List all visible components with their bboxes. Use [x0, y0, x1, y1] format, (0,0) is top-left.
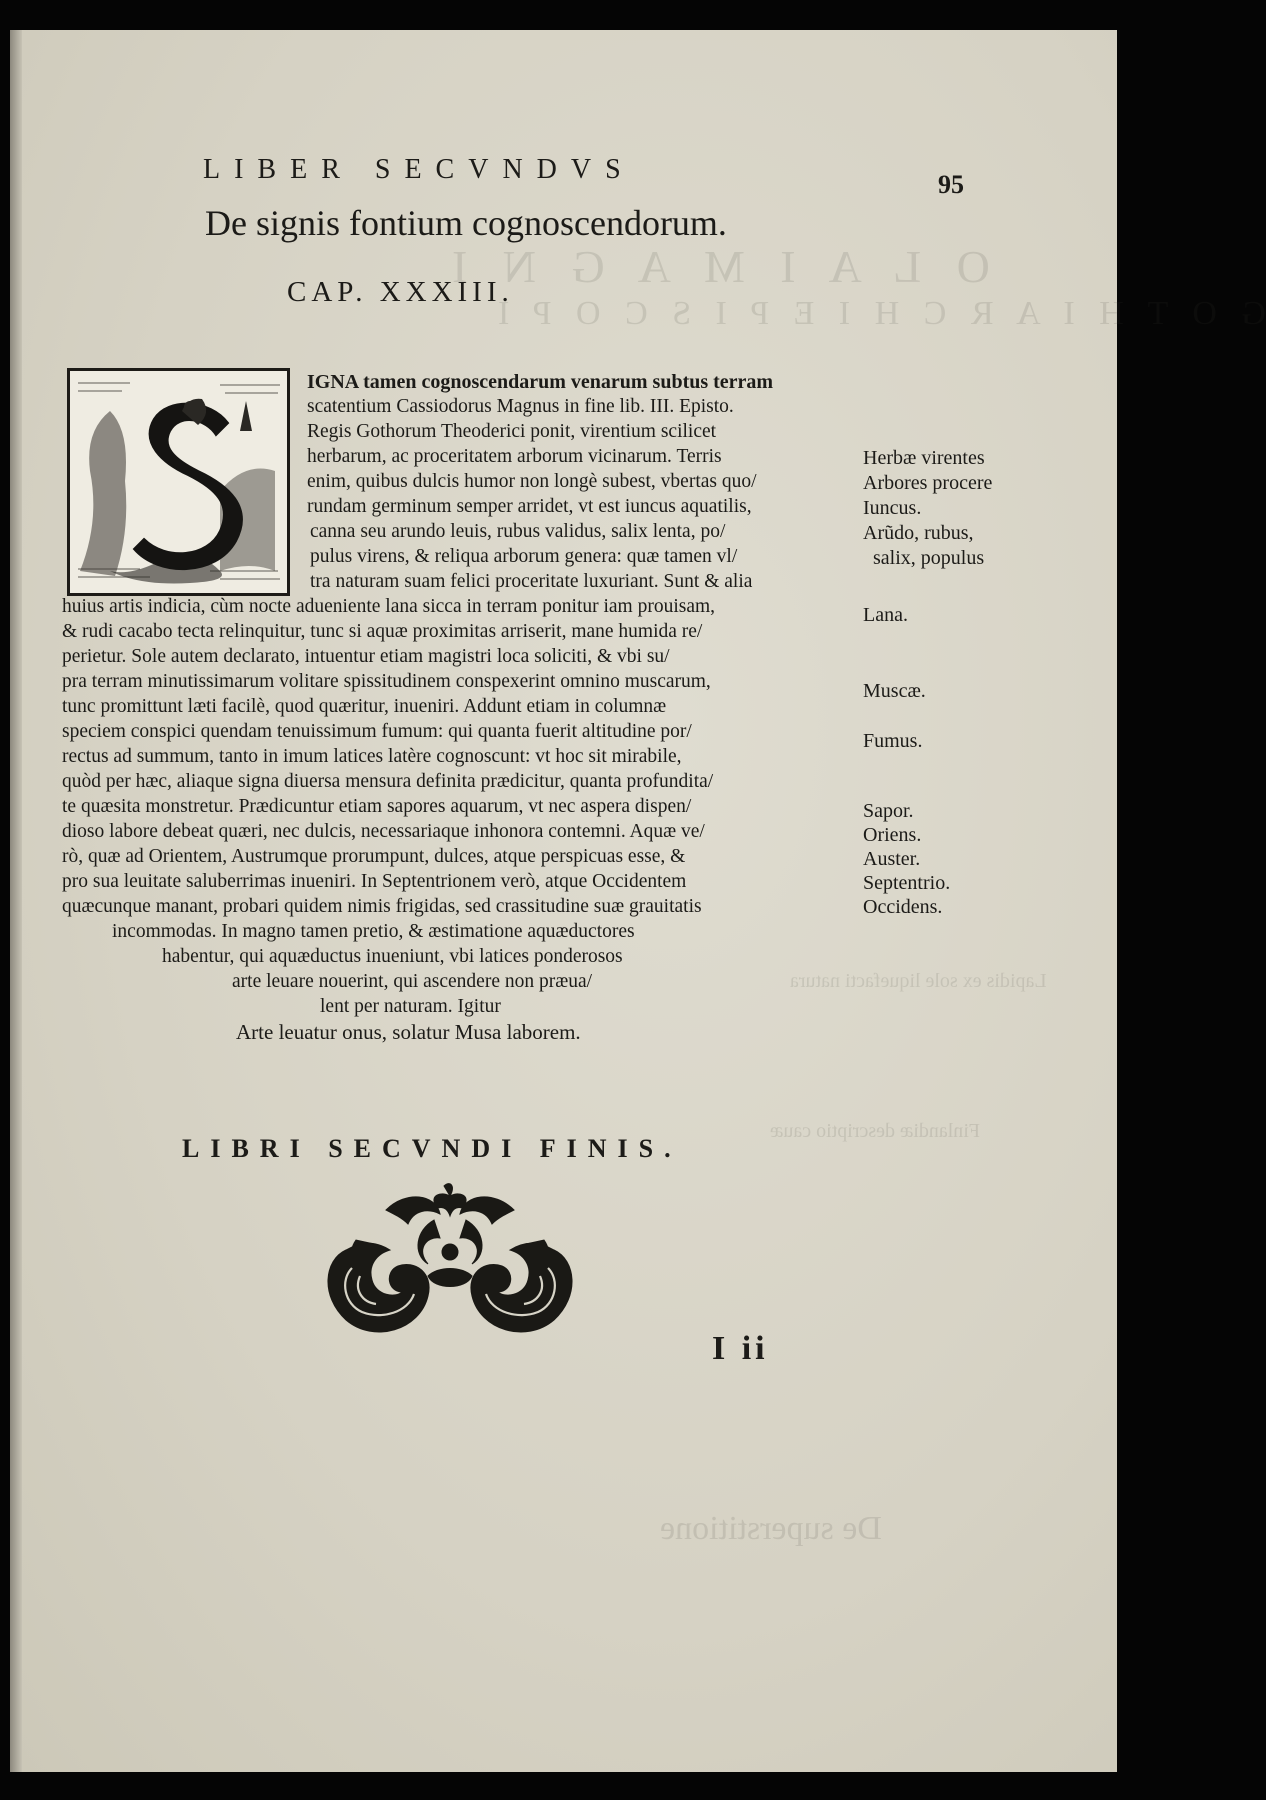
text-line: pulus virens, & reliqua arborum genera: quæ tamen vl/: [310, 546, 738, 567]
text-line: arte leuare nouerint, qui ascendere non præua/: [232, 971, 593, 992]
text-line: canna seu arundo leuis, rubus validus, salix lenta, po/: [310, 521, 726, 542]
page-number: 95: [938, 170, 964, 199]
text-line: Arte leuatur onus, solatur Musa laborem.: [236, 1020, 581, 1044]
marginal-note: salix, populus: [873, 547, 985, 569]
signature-mark: I ii: [712, 1330, 769, 1367]
text-line: pra terram minutissimarum volitare spissitudinem conspexerint omnino muscarum,: [62, 671, 711, 692]
book-end-title: LIBRI SECVNDI FINIS.: [182, 1134, 682, 1163]
marginal-note: Sapor.: [863, 800, 914, 822]
marginal-note: Septentrio.: [863, 872, 951, 894]
marginal-note: Occidens.: [863, 896, 943, 918]
show-through-decoration: Finlandiæ descriptio cauæ: [770, 1120, 980, 1142]
text-line: dioso labore debeat quæri, nec dulcis, necessariaque inhonora contemni. Aquæ ve/: [62, 821, 705, 842]
text-line: quòd per hæc, aliaque signa diuersa mensura definita prædicitur, quanta profundita/: [62, 771, 714, 792]
text-line: & rudi cacabo tecta relinquitur, tunc si aquæ proximitas arriserit, mane humida re/: [62, 621, 703, 642]
text-line: herbarum, ac proceritatem arborum vicinarum. Terris: [307, 446, 722, 467]
text-line: quæcunque manant, probari quidem nimis frigidas, sed crassitudine suæ grauitatis: [62, 896, 702, 917]
text-line: rectus ad summum, tanto in imum latices latère cognoscunt: vt hoc sit mirabile,: [62, 746, 682, 767]
text-line: habentur, qui aquæductus inueniunt, vbi latices ponderosos: [162, 946, 623, 967]
book-page: [10, 30, 1266, 1772]
marginal-note: Muscæ.: [863, 680, 926, 702]
text-line: tunc promittunt læti facilè, quod quæritur, inueniri. Addunt etiam in columnæ: [62, 696, 667, 717]
chapter-number: CAP. XXXIII.: [287, 276, 514, 308]
text-line: rò, quæ ad Orientem, Austrumque prorumpunt, dulces, atque perspicuas esse, &: [62, 846, 686, 867]
marginal-note: Fumus.: [863, 730, 923, 752]
text-line: incommodas. In magno tamen pretio, & æstimatione aquæductores: [112, 921, 635, 942]
text-line: scatentium Cassiodorus Magnus in fine lib. III. Episto.: [307, 396, 734, 417]
marginal-note: Iuncus.: [863, 497, 922, 519]
tailpiece-ornament: [316, 1180, 584, 1350]
text-line: pro sua leuitate saluberrimas inueniri. In Septentrionem verò, atque Occidentem: [62, 871, 687, 892]
marginal-note: Auster.: [863, 848, 921, 870]
show-through-decoration: Lapidis ex sole liquefacti natura: [790, 970, 1047, 992]
marginal-note: Lana.: [863, 604, 908, 626]
marginal-note: Herbæ virentes: [863, 447, 985, 469]
text-line: te quæsita monstretur. Prædicuntur etiam sapores aquarum, vt nec aspera dispen/: [62, 796, 692, 817]
text-line: huius artis indicia, cùm nocte adueniente lana sicca in terram ponitur iam prouisam,: [62, 596, 716, 617]
text-line: perietur. Sole autem declarato, intuentur etiam magistri loca soliciti, & vbi su/: [62, 646, 670, 667]
main-text: [10, 30, 1117, 1772]
text-line: speciem conspici quendam tenuissimum fumum: qui quanta fuerit altitudine por/: [62, 721, 692, 742]
text-line: Regis Gothorum Theoderici ponit, virentium scilicet: [307, 421, 717, 442]
marginal-note: Arbores procere: [863, 472, 993, 494]
show-through-decoration: De superstitione: [660, 1510, 882, 1547]
marginal-note: Arũdo, rubus,: [863, 522, 974, 544]
text-line: rundam germinum semper arridet, vt est iuncus aquatilis,: [307, 496, 752, 517]
chapter-title: De signis fontium cognoscendorum.: [205, 203, 727, 243]
show-through-decoration: G O T H I A R C H I E P I S C O P I: [490, 295, 1266, 332]
text-line: enim, quibus dulcis humor non longè subest, vbertas quo/: [307, 471, 757, 492]
text-line: lent per naturam. Igitur: [320, 996, 501, 1017]
running-head: LIBER SECVNDVS: [203, 154, 635, 185]
text-line: IGNA tamen cognoscendarum venarum subtus terram: [307, 371, 774, 393]
show-through-decoration: O L A I M A G N I: [440, 241, 990, 292]
text-line: tra naturam suam felici proceritate luxuriant. Sunt & alia: [310, 571, 753, 592]
marginal-note: Oriens.: [863, 824, 922, 846]
